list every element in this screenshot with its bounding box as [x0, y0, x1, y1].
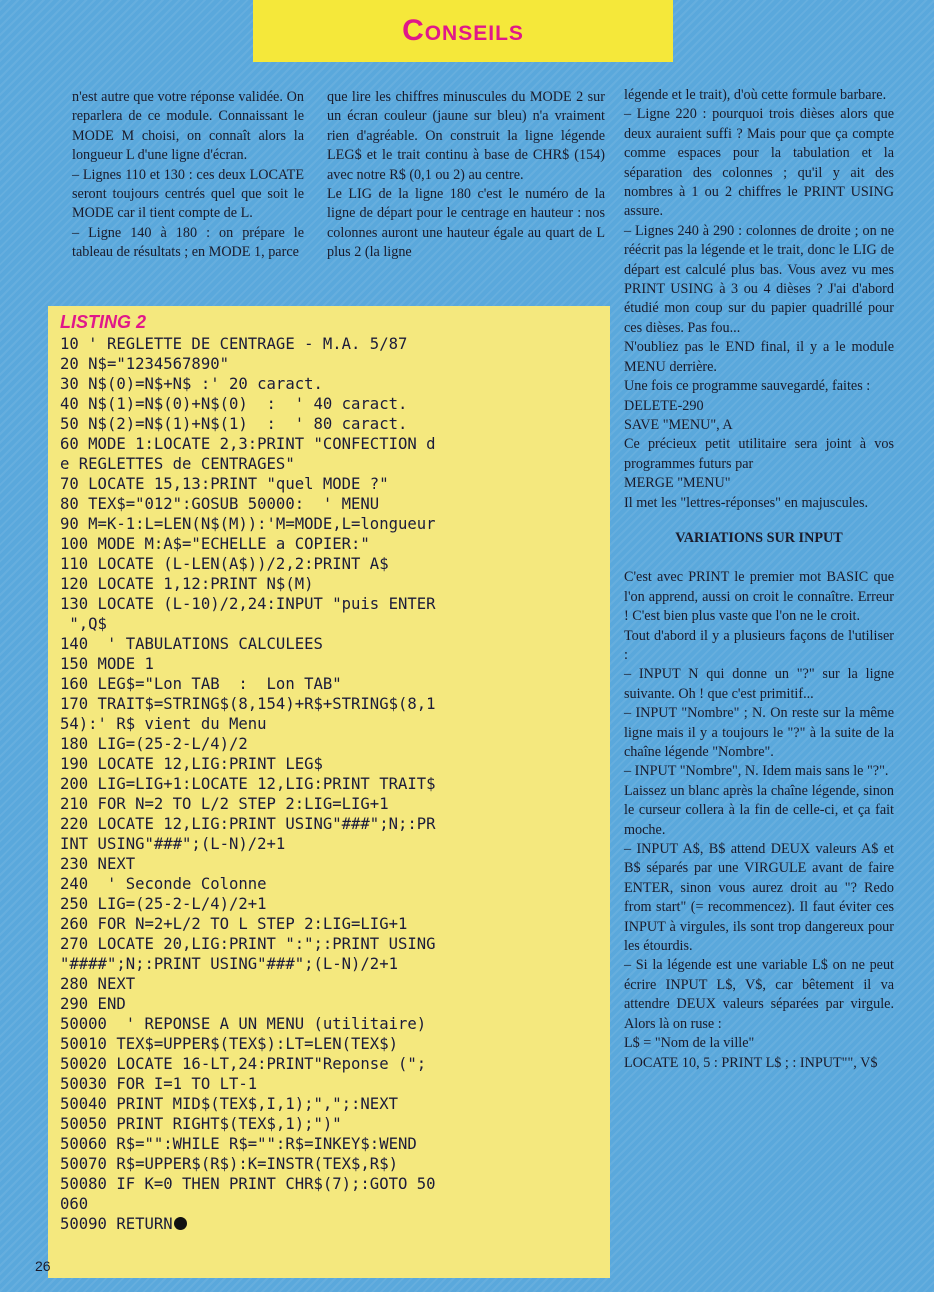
header-band [253, 0, 673, 62]
page-number: 26 [35, 1258, 51, 1274]
code-snippet: DELETE-290 [624, 397, 704, 414]
code-line: INT USING"###";(L-N)/2+1 [60, 835, 286, 853]
code-line: 50000 ' REPONSE A UN MENU (utilitaire) [60, 1015, 427, 1033]
listing-title: LISTING 2 [60, 312, 147, 332]
code-line: 50060 R$="":WHILE R$="":R$=INKEY$:WEND [60, 1135, 417, 1153]
section-title: Conseils [402, 14, 524, 47]
article-column-2 [327, 88, 605, 263]
code-line: 50090 RETURN [60, 1214, 600, 1234]
paragraph: – INPUT "Nombre" ; N. On reste sur la même ligne mais il y a toujours le "?" à la suite de la chaîne légende "Nombre". [624, 705, 894, 760]
paragraph: C'est avec PRINT le premier mot BASIC que l'on apprend, aussi on croit le connaître. Erreur ! C'est bien plus vaste que l'on ne le croit. [624, 569, 894, 625]
code-line: 210 FOR N=2 TO L/2 STEP 2:LIG=LIG+1 [60, 795, 389, 813]
article-column-3 [624, 86, 894, 1073]
paragraph: – Si la légende est une variable L$ on ne peut écrire INPUT L$, V$, car bêtement il va attendre DEUX valeurs séparées par virgule. Alors là on ruse : [624, 957, 894, 1032]
code-line: 220 LOCATE 12,LIG:PRINT USING"###";N;:PR [60, 815, 436, 833]
paragraph: Ce précieux petit utilitaire sera joint à vos programmes futurs par [624, 436, 894, 472]
paragraph: que lire les chiffres minuscules du MODE 2 sur un écran couleur (jaune sur bleu) n'a vraiment rien d'agréable. On construit la ligne légende LEG$ et le trait continu à base de CHR$ (154) avec notre R$ (0,1 ou 2) au centre. [327, 89, 605, 183]
code-line: 60 MODE 1:LOCATE 2,3:PRINT "CONFECTION d [60, 435, 436, 453]
code-line: ",Q$ [60, 615, 107, 633]
code-line: 160 LEG$="Lon TAB : Lon TAB" [60, 675, 342, 693]
paragraph: – INPUT A$, B$ attend DEUX valeurs A$ et B$ séparés par une VIRGULE avant de faire ENTER, sinon vous aurez droit au "? Redo from start" (= recommencez). Il faut éviter ces INPUT à virgules, ils sont trop dangereux pour les étourdis. [624, 841, 894, 955]
code-line: 240 ' Seconde Colonne [60, 875, 267, 893]
code-line: 200 LIG=LIG+1:LOCATE 12,LIG:PRINT TRAIT$ [60, 775, 436, 793]
code-line: 100 MODE M:A$="ECHELLE a COPIER:" [60, 535, 370, 553]
code-line: 120 LOCATE 1,12:PRINT N$(M) [60, 575, 314, 593]
code-line: 180 LIG=(25-2-L/4)/2 [60, 735, 248, 753]
code-line: 270 LOCATE 20,LIG:PRINT ":";:PRINT USING [60, 935, 436, 953]
code-line: 140 ' TABULATIONS CALCULEES [60, 635, 323, 653]
code-line: 40 N$(1)=N$(0)+N$(0) : ' 40 caract. [60, 395, 408, 413]
paragraph: Laissez un blanc après la chaîne légende, sinon le curseur collera à la fin de celle-ci, et ça fait moche. [624, 782, 894, 838]
paragraph: – Lignes 110 et 130 : ces deux LOCATE seront toujours centrés quel que soit le MODE car il tient compte de L. [72, 166, 304, 222]
article-column-1 [72, 88, 304, 263]
code-line: 20 N$="1234567890" [60, 355, 229, 373]
code-line: 170 TRAIT$=STRING$(8,154)+R$+STRING$(8,1 [60, 695, 436, 713]
code-line: 50080 IF K=0 THEN PRINT CHR$(7);:GOTO 50 [60, 1175, 436, 1193]
code-line: 130 LOCATE (L-10)/2,24:INPUT "puis ENTER [60, 595, 436, 613]
code-line: 54):' R$ vient du Menu [60, 715, 267, 733]
paragraph: Tout d'abord il y a plusieurs façons de l'utiliser : [624, 627, 894, 663]
paragraph: légende et le trait), d'où cette formule barbare. [624, 87, 887, 103]
end-of-listing-dot [174, 1217, 187, 1230]
listing-box [48, 306, 610, 1278]
paragraph: – INPUT "Nombre", N. Idem mais sans le "?". [624, 763, 889, 780]
code-line: 190 LOCATE 12,LIG:PRINT LEG$ [60, 755, 323, 773]
subsection-heading: VARIATIONS SUR INPUT [675, 529, 843, 546]
code-line: 230 NEXT [60, 855, 136, 873]
code-line: 80 TEX$="012":GOSUB 50000: ' MENU [60, 495, 380, 513]
code-line: 50050 PRINT RIGHT$(TEX$,1);")" [60, 1115, 342, 1133]
code-line: 110 LOCATE (L-LEN(A$))/2,2:PRINT A$ [60, 555, 389, 573]
code-line: "####";N;:PRINT USING"###";(L-N)/2+1 [60, 955, 398, 973]
code-line: 060 [60, 1195, 89, 1213]
code-listing [60, 334, 600, 1234]
code-line: 50040 PRINT MID$(TEX$,I,1);",";:NEXT [60, 1095, 398, 1113]
code-line: e REGLETTES de CENTRAGES" [60, 455, 295, 473]
paragraph: – Lignes 240 à 290 : colonnes de droite ; on ne réécrit pas la légende et le trait, donc le LIG de départ est calculé plus bas. Vous avez vu mes PRINT USING à 3 ou 4 dièses ? J'ai d'abord étudié mon coup sur du papier quadrillé pour ces dièses. Pas fou... [624, 222, 894, 336]
paragraph: Il met les "lettres-réponses" en majuscules. [624, 494, 869, 511]
paragraph: Le LIG de la ligne 180 c'est le numéro de la ligne de départ pour le centrage en hauteur : nos colonnes auront une hauteur égale au quart de L plus 2 (la ligne [327, 186, 605, 261]
code-line: 290 END [60, 995, 126, 1013]
code-line: 50030 FOR I=1 TO LT-1 [60, 1075, 258, 1093]
paragraph: – Ligne 220 : pourquoi trois dièses alors que deux auraient suffi ? Mais pour que ça compte comme espaces pour la tabulation et la séparation des colonnes ; qu'il y ait des nombres à 1 ou 2 chiffres le PRINT USING assure. [624, 106, 894, 220]
paragraph: – INPUT N qui donne un "?" sur la ligne suivante. Oh ! que c'est primitif... [624, 666, 894, 702]
code-line: 50010 TEX$=UPPER$(TEX$):LT=LEN(TEX$) [60, 1035, 398, 1053]
paragraph: N'oubliez pas le END final, il y a le module MENU derrière. [624, 339, 894, 375]
code-line: 50020 LOCATE 16-LT,24:PRINT"Reponse ("; [60, 1055, 427, 1073]
code-line: 150 MODE 1 [60, 655, 154, 673]
code-line: 90 M=K-1:L=LEN(N$(M)):'M=MODE,L=longueur [60, 515, 436, 533]
code-line: 250 LIG=(25-2-L/4)/2+1 [60, 895, 267, 913]
code-line: 30 N$(0)=N$+N$ :' 20 caract. [60, 375, 323, 393]
paragraph: n'est autre que votre réponse validée. On reparlera de ce module. Connaissant le MODE M choisi, on connaît alors la longueur L d'une ligne d'écran. [72, 89, 304, 164]
code-line: 10 ' REGLETTE DE CENTRAGE - M.A. 5/87 [60, 335, 408, 353]
code-snippet: LOCATE 10, 5 : PRINT L$ ; : INPUT"", V$ [624, 1054, 878, 1071]
code-line: 260 FOR N=2+L/2 TO L STEP 2:LIG=LIG+1 [60, 915, 408, 933]
code-snippet: SAVE "MENU", A [624, 416, 733, 433]
code-line: 70 LOCATE 15,13:PRINT "quel MODE ?" [60, 475, 389, 493]
code-snippet: MERGE "MENU" [624, 475, 731, 492]
code-line: 50070 R$=UPPER$(R$):K=INSTR(TEX$,R$) [60, 1155, 398, 1173]
paragraph: Une fois ce programme sauvegardé, faites : [624, 378, 871, 395]
paragraph: – Ligne 140 à 180 : on prépare le tableau de résultats ; en MODE 1, parce [72, 224, 304, 261]
code-line: 280 NEXT [60, 975, 136, 993]
code-line: 50 N$(2)=N$(1)+N$(1) : ' 80 caract. [60, 415, 408, 433]
code-snippet: L$ = "Nom de la ville" [624, 1035, 755, 1052]
